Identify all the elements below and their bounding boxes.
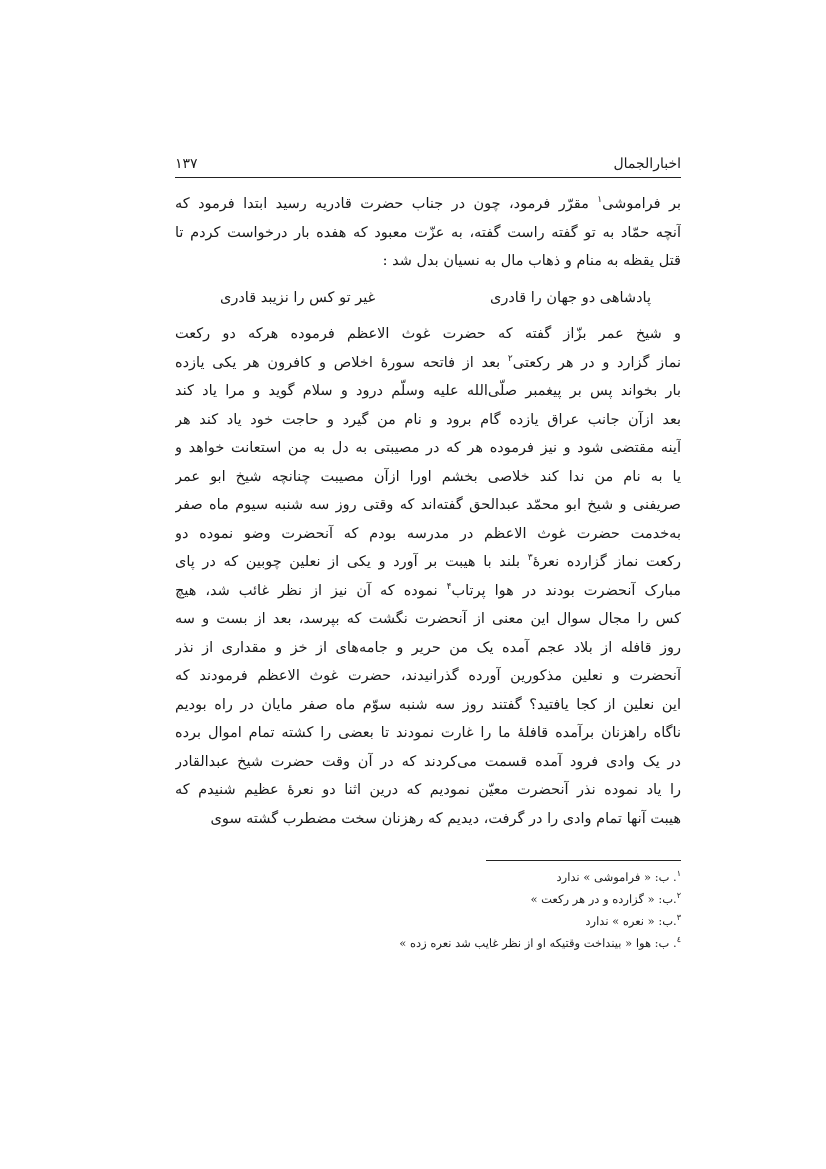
- verse-hemistich-2: غیر تو کس را نزیبد قادری: [220, 290, 376, 306]
- text-line: [175, 577, 681, 606]
- text-line: [175, 190, 681, 219]
- header-rule: [175, 177, 681, 178]
- text-line: [175, 719, 681, 748]
- line-text: آنچه حمّاد به تو گفته راست گفته، به عزّت معبود که هفده بار درخواست کردم تا: [175, 224, 681, 241]
- footnote-text: . ب: « فراموشی » ندارد: [556, 870, 677, 884]
- line-text: نماز گزارد و در هر رکعتی: [512, 354, 681, 371]
- text-line: [175, 434, 681, 463]
- footnote-text: .ب: « نعره » ندارد: [585, 914, 677, 928]
- footnote-marker[interactable]: ۴: [446, 581, 452, 592]
- line-text-continued: بعد از فاتحه سورهٔ اخلاص و کافرون هر یکی یازده: [175, 354, 508, 371]
- book-title: اخبارالجمال: [613, 156, 681, 172]
- line-text: صریفنی و شیخ ابو محمّد عبدالحق گفته‌اند که وقتی روز سه شنبه سیوم ماه صفر: [175, 497, 681, 513]
- text-line: [175, 247, 681, 276]
- footnote-text: . ب: هوا « بینداخت وقتیکه او از نظر غایب شد نعره زده »: [399, 936, 677, 950]
- text-line: [175, 320, 681, 349]
- line-text: ناگاه راهزنان برآمده قافلهٔ ما را غارت نمودند تا بعضی را کشته تمام اموال برده: [175, 725, 681, 741]
- verse-hemistich-1: پادشاهی دو جهان را قادری: [489, 290, 651, 306]
- text-line: [175, 662, 681, 691]
- text-line: [175, 776, 681, 805]
- footnote-marker[interactable]: ۳: [527, 553, 533, 564]
- text-line: [175, 406, 681, 435]
- line-text: روز قافله از بلاد عجم آمده یک من حریر و جامه‌های از خز و مقداری از نذر: [175, 639, 681, 656]
- footnotes: [175, 866, 681, 954]
- line-text: هیبت آنها تمام وادی را در گرفت، دیدیم که رهزنان سخت مضطرب گشته سوی: [210, 810, 681, 827]
- footnote-marker[interactable]: ۱: [597, 195, 603, 206]
- text-line: [175, 219, 681, 248]
- text-line: [175, 463, 681, 492]
- text-line: [175, 377, 681, 406]
- text-line: [175, 491, 681, 520]
- line-text: یا به نام من ندا کند خلاصی بخشم اورا ازآن مصیبت چنانچه شیخ ابو عمر: [175, 468, 681, 485]
- line-text: بعد ازآن جانب عراق یازده گام برود و نام من گیرد و حاجت خود یاد کند هر: [175, 411, 681, 428]
- footnote-marker[interactable]: ۲: [507, 353, 513, 364]
- footnote-number: ٤: [676, 935, 681, 945]
- text-line: [175, 520, 681, 549]
- footnote-number: ۳: [676, 913, 681, 923]
- text-line: [175, 805, 681, 834]
- footnote: [175, 932, 681, 954]
- text-line: [175, 634, 681, 663]
- footnote-number: ۲: [676, 891, 681, 901]
- line-text: آینه مقتضی شود و نیز فرموده هر که در مصیبتی به دل به من استعانت خواهد و: [175, 440, 681, 456]
- footnote: [175, 866, 681, 888]
- line-text: این نعلین از کجا یافتید؟ گفتند روز سه شنبه سوّم ماه صفر مایان در راه بودیم: [175, 696, 681, 713]
- footnote-rule: [486, 860, 681, 861]
- text-line: [175, 349, 681, 378]
- page-number: ۱۳۷: [175, 156, 198, 172]
- text-line: [175, 691, 681, 720]
- footnote-text: .ب: « گزارده و در هر رکعت »: [530, 892, 677, 906]
- line-text: را یاد نموده نذر آنحضرت معیّن نمودیم که درین اثنا دو نعرهٔ عظیم شنیدم که: [175, 782, 681, 798]
- text-line: [175, 548, 681, 577]
- line-text: کس را مجال سوال این معنی از آنحضرت نگشت که بپرسد، بعد از بست و سه: [175, 611, 681, 627]
- line-text: در یک وادی فرود آمده قسمت می‌کردند که در آن وقت حضرت شیخ عبدالقادر: [175, 753, 681, 770]
- footnote-number: ۱: [676, 869, 681, 879]
- line-text: بر فراموشی: [602, 196, 681, 212]
- line-text: به‌خدمت حضرت غوث الاعظم در مدرسه بودم که آنحضرت وضو نموده دو: [175, 525, 681, 542]
- text-line: [175, 748, 681, 777]
- line-text: آنحضرت و نعلین مذکورین آورده گذرانیدند، حضرت غوث الاعظم فرمودند که: [175, 668, 681, 684]
- line-text-continued: نموده که آن نیز از نظر غائب شد، هیچ: [175, 582, 447, 599]
- text-line: [175, 605, 681, 634]
- line-text: رکعت نماز گزارده نعرهٔ: [532, 554, 681, 570]
- line-text: بار بخواند پس بر پیغمبر صلّی‌الله علیه وسلّم درود و سلام گوید و مرا یاد کند: [175, 383, 681, 399]
- running-header: [175, 152, 681, 176]
- line-text: و شیخ عمر بزّاز گفته که حضرت غوث الاعظم فرموده هرکه دو رکعت: [175, 326, 681, 342]
- line-text-continued: مقرّر فرمود، چون در جناب حضرت قادریه رسید ابتدا فرمود که: [175, 196, 598, 212]
- footnote: [175, 888, 681, 910]
- line-text-continued: بلند با هیبت بر آورد و یکی از نعلین چوبین که در پای: [175, 554, 528, 570]
- paragraph-1: [175, 190, 681, 276]
- line-text: قتل یقظه به منام و ذهاب مال به نسیان بدل شد :: [382, 253, 681, 269]
- line-text: مبارک آنحضرت بودند در هوا پرتاب: [451, 582, 681, 599]
- paragraph-2: [175, 320, 681, 833]
- footnote: [175, 910, 681, 932]
